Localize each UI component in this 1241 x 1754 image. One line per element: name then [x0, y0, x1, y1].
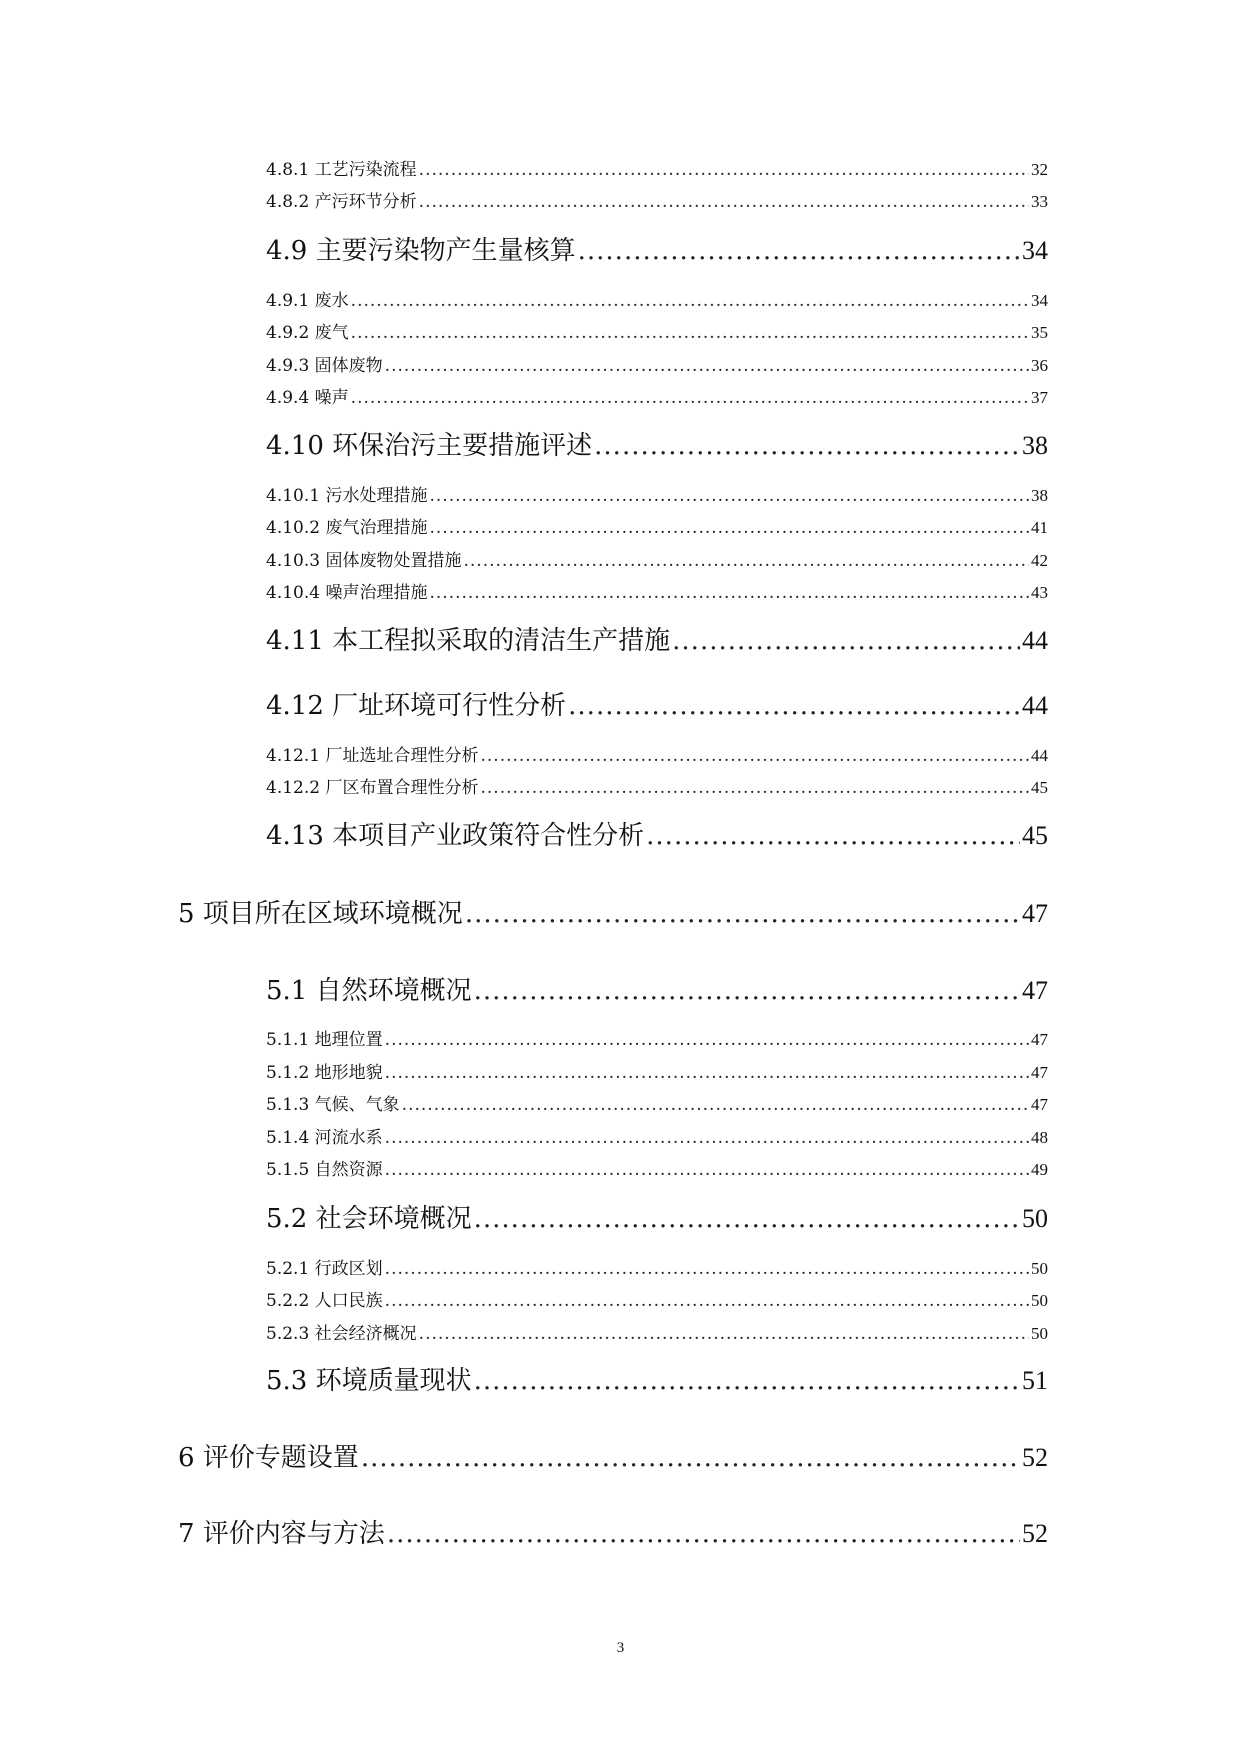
toc-entry-page: 44: [1031, 746, 1048, 765]
toc-entry-title: 5.1 自然环境概况: [266, 976, 472, 1006]
toc-entry-title: 6 评价专题设置: [178, 1443, 359, 1473]
toc-entry[interactable]: [266, 1198, 1048, 1235]
toc-entry-title: 4.12.2 厂区布置合理性分析: [266, 778, 479, 798]
toc-entry-title: 5.2.3 社会经济概况: [266, 1324, 417, 1344]
toc-entry-page: 50: [1031, 1324, 1048, 1343]
toc-entry-page: 48: [1031, 1128, 1048, 1147]
toc-entry[interactable]: [266, 230, 1048, 267]
toc-entry-title: 4.10.4 噪声治理措施: [266, 583, 428, 603]
dot-leader: [568, 691, 1020, 721]
toc-entry-page: 47: [1022, 976, 1048, 1005]
toc-entry-title: 5.1.3 气候、气象: [266, 1095, 400, 1115]
toc-entry[interactable]: [266, 1319, 1048, 1344]
toc-entry-title: 4.9.4 噪声: [266, 388, 349, 408]
toc-entry-title: 5.1.2 地形地貌: [266, 1063, 383, 1083]
dot-leader: [419, 160, 1029, 180]
dot-leader: [480, 746, 1029, 766]
toc-entry[interactable]: [266, 1155, 1048, 1180]
toc-entry[interactable]: [266, 1090, 1048, 1115]
toc-entry-page: 47: [1031, 1030, 1048, 1049]
toc-entry-title: 7 评价内容与方法: [178, 1519, 385, 1549]
dot-leader: [351, 291, 1029, 311]
toc-entry[interactable]: [266, 1360, 1048, 1397]
toc-entry-title: 5.1.1 地理位置: [266, 1030, 383, 1050]
toc-entry[interactable]: [266, 815, 1048, 852]
dot-leader: [385, 1063, 1029, 1083]
toc-entry-page: 52: [1022, 1519, 1048, 1548]
toc-entry[interactable]: [266, 513, 1048, 538]
toc-entry[interactable]: [266, 383, 1048, 408]
dot-leader: [361, 1443, 1020, 1473]
toc-entry-title: 4.9.2 废气: [266, 323, 349, 343]
toc-entry-title: 5.2.1 行政区划: [266, 1259, 383, 1279]
toc-entry-title: 4.8.2 产污环节分析: [266, 192, 417, 212]
dot-leader: [474, 1366, 1020, 1396]
dot-leader: [672, 626, 1020, 656]
toc-entry[interactable]: [266, 1254, 1048, 1279]
toc-entry[interactable]: [178, 1513, 1048, 1550]
dot-leader: [429, 486, 1029, 506]
toc-entry-title: 5.1.4 河流水系: [266, 1128, 383, 1148]
dot-leader: [385, 1259, 1029, 1279]
toc-entry-page: 34: [1031, 291, 1048, 310]
dot-leader: [385, 1291, 1029, 1311]
dot-leader: [578, 236, 1020, 266]
toc-entry[interactable]: [266, 351, 1048, 376]
dot-leader: [594, 431, 1020, 461]
toc-entry-page: 50: [1031, 1259, 1048, 1278]
toc-entry-title: 5.2.2 人口民族: [266, 1291, 383, 1311]
toc-entry-page: 37: [1031, 388, 1048, 407]
dot-leader: [351, 323, 1029, 343]
toc-entry[interactable]: [266, 425, 1048, 462]
toc-entry-title: 5.2 社会环境概况: [266, 1204, 472, 1234]
toc-entry[interactable]: [266, 1286, 1048, 1311]
toc-entry-title: 4.10.1 污水处理措施: [266, 486, 428, 506]
toc-entry-page: 44: [1022, 626, 1048, 655]
toc-entry[interactable]: [266, 155, 1048, 180]
toc-entry-page: 49: [1031, 1160, 1048, 1179]
toc-entry-page: 44: [1022, 691, 1048, 720]
toc-entry-page: 43: [1031, 583, 1048, 602]
toc-entry-page: 33: [1031, 192, 1048, 211]
dot-leader: [429, 583, 1029, 603]
dot-leader: [419, 192, 1029, 212]
toc-entry[interactable]: [266, 1025, 1048, 1050]
dot-leader: [429, 518, 1029, 538]
toc-entry-title: 4.10 环保治污主要措施评述: [266, 431, 593, 461]
toc-entry-page: 35: [1031, 323, 1048, 342]
toc-entry[interactable]: [266, 1058, 1048, 1083]
toc-entry-title: 5.3 环境质量现状: [266, 1366, 472, 1396]
toc-entry-title: 4.10.2 废气治理措施: [266, 518, 428, 538]
dot-leader: [463, 551, 1029, 571]
toc-entry[interactable]: [266, 741, 1048, 766]
toc-entry[interactable]: [178, 893, 1048, 930]
dot-leader: [474, 976, 1020, 1006]
toc-entry-page: 47: [1031, 1095, 1048, 1114]
toc-entry-page: 50: [1022, 1204, 1048, 1233]
dot-leader: [385, 1128, 1029, 1148]
dot-leader: [385, 1160, 1029, 1180]
toc-entry[interactable]: [266, 187, 1048, 212]
toc-entry[interactable]: [178, 1437, 1048, 1474]
toc-entry-page: 45: [1022, 821, 1048, 850]
dot-leader: [646, 821, 1020, 851]
toc-entry[interactable]: [266, 318, 1048, 343]
toc-entry-page: 38: [1022, 431, 1048, 460]
dot-leader: [402, 1095, 1029, 1115]
dot-leader: [387, 1519, 1020, 1549]
toc-entry[interactable]: [266, 481, 1048, 506]
toc-entry-page: 42: [1031, 551, 1048, 570]
toc-entry-title: 4.9 主要污染物产生量核算: [266, 236, 576, 266]
toc-entry-page: 47: [1031, 1063, 1048, 1082]
toc-entry-page: 34: [1022, 236, 1048, 265]
toc-entry[interactable]: [266, 286, 1048, 311]
toc-entry[interactable]: [266, 970, 1048, 1007]
toc-entry[interactable]: [266, 620, 1048, 657]
toc-entry[interactable]: [266, 685, 1048, 722]
toc-entry-page: 38: [1031, 486, 1048, 505]
toc-entry-title: 4.13 本项目产业政策符合性分析: [266, 821, 645, 851]
toc-entry-title: 4.12.1 厂址选址合理性分析: [266, 746, 479, 766]
toc-entry[interactable]: [266, 1123, 1048, 1148]
toc-entry-page: 51: [1022, 1366, 1048, 1395]
toc-entry-title: 4.9.3 固体废物: [266, 356, 383, 376]
toc-entry[interactable]: [266, 773, 1048, 798]
dot-leader: [480, 778, 1029, 798]
dot-leader: [351, 388, 1029, 408]
dot-leader: [465, 899, 1020, 929]
toc-entry-title: 4.8.1 工艺污染流程: [266, 160, 417, 180]
toc-entry-page: 36: [1031, 356, 1048, 375]
toc-entry-page: 45: [1031, 778, 1048, 797]
toc-entry-title: 4.9.1 废水: [266, 291, 349, 311]
toc-entry-title: 4.12 厂址环境可行性分析: [266, 691, 567, 721]
toc-entry-title: 4.10.3 固体废物处置措施: [266, 551, 462, 571]
toc-entry-title: 5.1.5 自然资源: [266, 1160, 383, 1180]
toc-entry[interactable]: [266, 546, 1048, 571]
toc-entry-title: 4.11 本工程拟采取的清洁生产措施: [266, 626, 671, 656]
toc-entry-page: 47: [1022, 899, 1048, 928]
toc-entry-page: 52: [1022, 1443, 1048, 1472]
toc-entry-page: 41: [1031, 518, 1048, 537]
toc-entry-title: 5 项目所在区域环境概况: [178, 899, 463, 929]
dot-leader: [419, 1324, 1029, 1344]
toc-entry-page: 50: [1031, 1291, 1048, 1310]
dot-leader: [385, 1030, 1029, 1050]
toc-entry[interactable]: [266, 578, 1048, 603]
toc-entry-page: 32: [1031, 160, 1048, 179]
page-number: 3: [616, 1640, 625, 1656]
dot-leader: [474, 1204, 1020, 1234]
dot-leader: [385, 356, 1029, 376]
